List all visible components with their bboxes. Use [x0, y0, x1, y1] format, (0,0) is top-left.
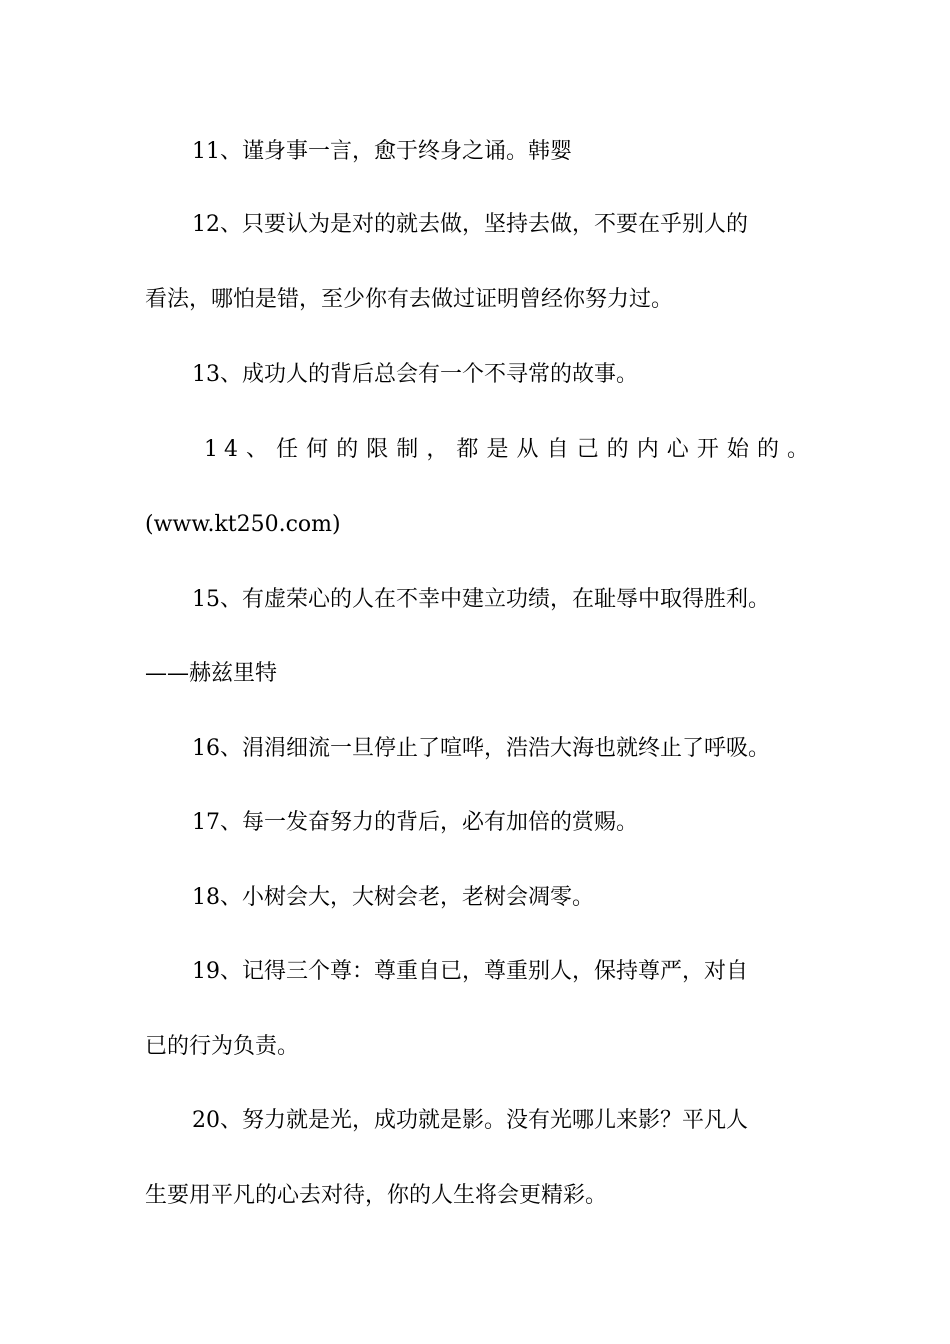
quote-20-line-1: 20、努力就是光，成功就是影。没有光哪儿来影？平凡人: [192, 1108, 748, 1133]
quote-15-attribution: ——赫兹里特: [145, 661, 278, 686]
quote-15-line-1: 15、有虚荣心的人在不幸中建立功绩，在耻辱中取得胜利。: [192, 587, 770, 612]
quote-19-line-1: 19、记得三个尊：尊重自已，尊重别人，保持尊严，对自: [192, 959, 748, 984]
quote-12-line-2: 看法，哪怕是错，至少你有去做过证明曾经你努力过。: [145, 287, 674, 312]
quote-17: 17、每一发奋努力的背后，必有加倍的赏赐。: [192, 810, 638, 835]
quote-14-line-1: 14、任何的限制，都是从自己的内心开始的。: [204, 437, 815, 462]
quote-18: 18、小树会大，大树会老，老树会凋零。: [192, 885, 594, 910]
quote-20-line-2: 生要用平凡的心去对待，你的人生将会更精彩。: [145, 1183, 608, 1208]
quote-11: 11、谨身事一言，愈于终身之诵。韩婴: [192, 139, 572, 164]
quote-16: 16、涓涓细流一旦停止了喧哗，浩浩大海也就终止了呼吸。: [192, 736, 770, 761]
quote-13: 13、成功人的背后总会有一个不寻常的故事。: [192, 362, 638, 387]
quote-14-url: (www.kt250.com): [145, 512, 341, 537]
quote-12-line-1: 12、只要认为是对的就去做，坚持去做，不要在乎别人的: [192, 212, 748, 237]
quote-19-line-2: 已的行为负责。: [145, 1034, 300, 1059]
